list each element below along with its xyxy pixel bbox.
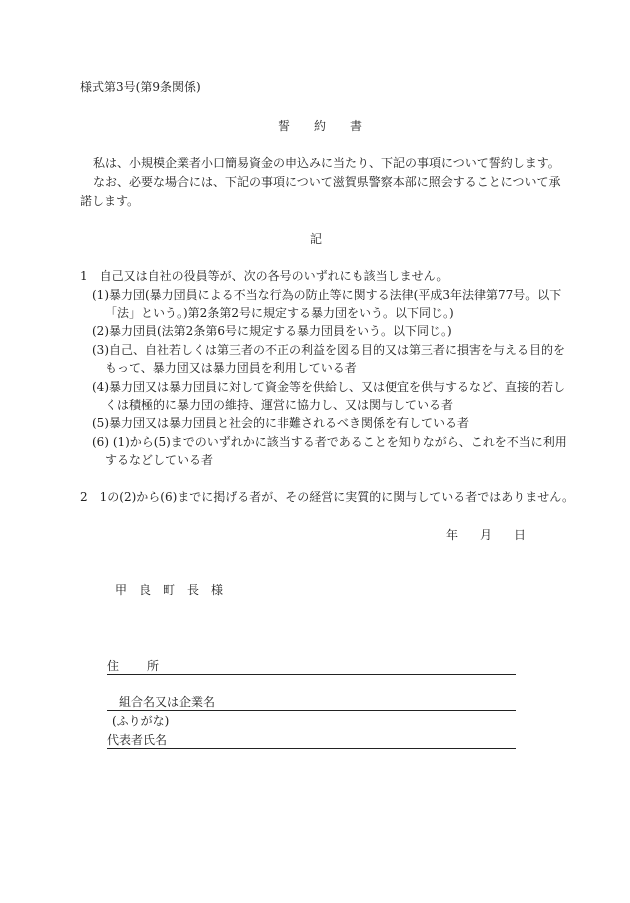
form-number: 様式第3号(第9条関係) — [80, 80, 201, 94]
sub-item-4-line-2: くは積極的に暴力団の維持、運営に協力し、又は関与している者 — [105, 398, 454, 412]
sub-item-3-line-1: (3)自己、自社若しくは第三者の不正の利益を図る目的又は第三者に損害を与える目的を — [92, 343, 566, 357]
furigana-label: (ふりがな) — [112, 714, 170, 728]
sub-item-6-line-1: (6) (1)から(5)までのいずれかに該当する者であることを知りながら、これを不当に利用 — [92, 435, 567, 449]
date-year: 年 — [446, 528, 459, 542]
sub-item-6-line-2: するなどしている者 — [105, 453, 214, 467]
item-1: 1 自己又は自社の役員等が、次の各号のいずれにも該当しません。 — [80, 269, 449, 283]
representative-field[interactable] — [107, 732, 516, 749]
addressee: 甲良町長様 — [115, 583, 236, 597]
intro-line-2: なお、必要な場合には、下記の事項について滋賀県警察本部に照会することについて承 — [93, 175, 561, 189]
intro-line-1: 私は、小規模企業者小口簡易資金の申込みに当たり、下記の事項について誓約します。 — [93, 156, 560, 170]
address-field[interactable] — [107, 658, 516, 675]
address-label: 住所 — [107, 659, 188, 673]
ki-heading: 記 — [310, 232, 323, 246]
organization-label: 組合名又は企業名 — [119, 695, 216, 709]
sub-item-4-line-1: (4)暴力団又は暴力団員に対して資金等を供給し、又は便宜を供与するなど、直接的若し — [92, 380, 566, 394]
representative-label: 代表者氏名 — [107, 733, 168, 747]
organization-field[interactable] — [107, 694, 516, 711]
date-line — [446, 527, 548, 543]
sub-item-3-line-2: もって、暴力団又は暴力団員を利用している者 — [105, 361, 357, 375]
date-month: 月 — [480, 528, 493, 542]
sub-item-2: (2)暴力団員(法第2条第6号に規定する暴力団員をいう。以下同じ。) — [92, 324, 452, 338]
item-2: 2 1の(2)から(6)までに掲げる者が、その経営に実質的に関与している者ではありません。 — [80, 490, 574, 504]
intro-line-3: 諾します。 — [80, 194, 140, 208]
sub-item-1-line-2: 「法」という。)第2条第2号に規定する暴力団をいう。以下同じ。) — [105, 306, 454, 320]
date-day: 日 — [514, 528, 527, 542]
sub-item-1-line-1: (1)暴力団(暴力団員による不当な行為の防止等に関する法律(平成3年法律第77号。以下 — [92, 288, 562, 302]
sub-item-5: (5)暴力団又は暴力団員と社会的に非難されるべき関係を有している者 — [92, 416, 470, 430]
document-title: 誓約書 — [278, 119, 387, 133]
